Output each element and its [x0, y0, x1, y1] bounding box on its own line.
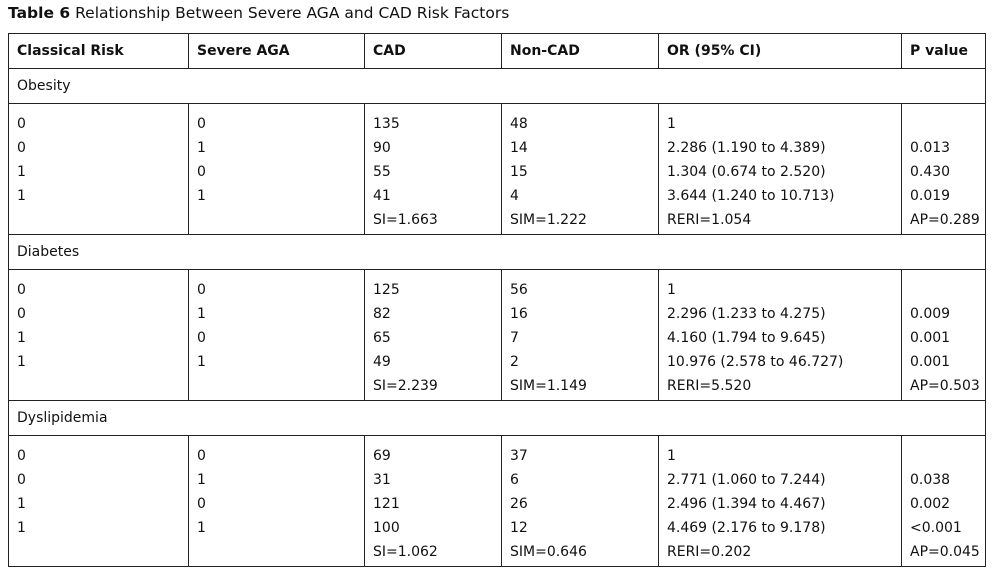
classical-risk-cell: 1 [9, 516, 189, 540]
header-cad: CAD [365, 34, 502, 69]
p-value-cell: 0.001 [902, 350, 986, 374]
header-p-value: P value [902, 34, 986, 69]
p-value-cell [902, 436, 986, 469]
table-row [9, 350, 986, 374]
section-row [9, 401, 986, 436]
non-cad-cell: 16 [502, 302, 659, 326]
non-cad-cell: 12 [502, 516, 659, 540]
table-title: Relationship Between Severe AGA and CAD Risk Factors [75, 4, 510, 22]
classical-risk-cell: 0 [9, 270, 189, 303]
cad-cell: 90 [365, 136, 502, 160]
table-caption [8, 4, 509, 22]
severe-aga-cell: 1 [189, 468, 365, 492]
p-value-cell: 0.430 [902, 160, 986, 184]
or-ci-cell: 10.976 (2.578 to 46.727) [659, 350, 902, 374]
classical-risk-cell: 0 [9, 302, 189, 326]
table-row [9, 374, 986, 401]
cad-cell: 41 [365, 184, 502, 208]
or-ci-cell: 2.286 (1.190 to 4.389) [659, 136, 902, 160]
header-non-cad: Non-CAD [502, 34, 659, 69]
severe-aga-cell: 0 [189, 436, 365, 469]
or-ci-cell: 3.644 (1.240 to 10.713) [659, 184, 902, 208]
severe-aga-cell: 0 [189, 326, 365, 350]
p-value-cell: 0.013 [902, 136, 986, 160]
table-row [9, 136, 986, 160]
classical-risk-cell: 0 [9, 104, 189, 137]
or-ci-cell: 4.160 (1.794 to 9.645) [659, 326, 902, 350]
non-cad-cell: 56 [502, 270, 659, 303]
classical-risk-cell: 1 [9, 350, 189, 374]
cad-cell: 31 [365, 468, 502, 492]
non-cad-cell: 6 [502, 468, 659, 492]
classical-risk-cell [9, 208, 189, 235]
table-row [9, 468, 986, 492]
cad-cell: 49 [365, 350, 502, 374]
classical-risk-cell: 1 [9, 184, 189, 208]
table-label: Table 6 [8, 4, 71, 22]
table-row [9, 270, 986, 303]
cad-cell: SI=1.062 [365, 540, 502, 567]
cad-cell: 69 [365, 436, 502, 469]
non-cad-cell: 2 [502, 350, 659, 374]
table-row [9, 160, 986, 184]
cad-cell: SI=2.239 [365, 374, 502, 401]
non-cad-cell: 48 [502, 104, 659, 137]
or-ci-cell: 1.304 (0.674 to 2.520) [659, 160, 902, 184]
severe-aga-cell: 1 [189, 184, 365, 208]
table-row [9, 492, 986, 516]
or-ci-cell: RERI=5.520 [659, 374, 902, 401]
non-cad-cell: 7 [502, 326, 659, 350]
table-row [9, 516, 986, 540]
non-cad-cell: 26 [502, 492, 659, 516]
severe-aga-cell: 0 [189, 270, 365, 303]
cad-cell: 55 [365, 160, 502, 184]
cad-cell: 135 [365, 104, 502, 137]
classical-risk-cell [9, 540, 189, 567]
or-ci-cell: 2.496 (1.394 to 4.467) [659, 492, 902, 516]
p-value-cell: <0.001 [902, 516, 986, 540]
non-cad-cell: SIM=0.646 [502, 540, 659, 567]
or-ci-cell: RERI=1.054 [659, 208, 902, 235]
p-value-cell: 0.019 [902, 184, 986, 208]
severe-aga-cell: 1 [189, 302, 365, 326]
cad-cell: 100 [365, 516, 502, 540]
p-value-cell: AP=0.045 [902, 540, 986, 567]
severe-aga-cell: 0 [189, 104, 365, 137]
p-value-cell: 0.009 [902, 302, 986, 326]
or-ci-cell: 4.469 (2.176 to 9.178) [659, 516, 902, 540]
p-value-cell [902, 104, 986, 137]
or-ci-cell: 1 [659, 436, 902, 469]
table-row [9, 436, 986, 469]
or-ci-cell: RERI=0.202 [659, 540, 902, 567]
table-row [9, 208, 986, 235]
p-value-cell: 0.038 [902, 468, 986, 492]
classical-risk-cell [9, 374, 189, 401]
p-value-cell: 0.001 [902, 326, 986, 350]
cad-cell: SI=1.663 [365, 208, 502, 235]
cad-cell: 125 [365, 270, 502, 303]
header-or-ci: OR (95% CI) [659, 34, 902, 69]
classical-risk-cell: 1 [9, 492, 189, 516]
non-cad-cell: 14 [502, 136, 659, 160]
classical-risk-cell: 1 [9, 160, 189, 184]
classical-risk-cell: 0 [9, 136, 189, 160]
table-row [9, 326, 986, 350]
section-label: Dyslipidemia [9, 401, 986, 436]
or-ci-cell: 2.771 (1.060 to 7.244) [659, 468, 902, 492]
classical-risk-cell: 0 [9, 468, 189, 492]
classical-risk-cell: 1 [9, 326, 189, 350]
or-ci-cell: 2.296 (1.233 to 4.275) [659, 302, 902, 326]
table-row [9, 184, 986, 208]
severe-aga-cell [189, 374, 365, 401]
header-classical-risk: Classical Risk [9, 34, 189, 69]
p-value-cell: AP=0.289 [902, 208, 986, 235]
table-row [9, 104, 986, 137]
severe-aga-cell [189, 208, 365, 235]
section-label: Diabetes [9, 235, 986, 270]
cad-cell: 65 [365, 326, 502, 350]
severe-aga-cell: 1 [189, 136, 365, 160]
p-value-cell: AP=0.503 [902, 374, 986, 401]
non-cad-cell: 15 [502, 160, 659, 184]
severe-aga-cell: 0 [189, 160, 365, 184]
non-cad-cell: SIM=1.149 [502, 374, 659, 401]
section-row [9, 69, 986, 104]
or-ci-cell: 1 [659, 104, 902, 137]
severe-aga-cell: 1 [189, 350, 365, 374]
cad-cell: 121 [365, 492, 502, 516]
section-label: Obesity [9, 69, 986, 104]
severe-aga-cell [189, 540, 365, 567]
or-ci-cell: 1 [659, 270, 902, 303]
non-cad-cell: 37 [502, 436, 659, 469]
table-row [9, 540, 986, 567]
table-body [9, 69, 986, 567]
severe-aga-cell: 0 [189, 492, 365, 516]
table-row [9, 302, 986, 326]
p-value-cell [902, 270, 986, 303]
non-cad-cell: 4 [502, 184, 659, 208]
cad-cell: 82 [365, 302, 502, 326]
p-value-cell: 0.002 [902, 492, 986, 516]
table-header-row [9, 34, 986, 69]
risk-factor-table [8, 33, 986, 567]
header-severe-aga: Severe AGA [189, 34, 365, 69]
non-cad-cell: SIM=1.222 [502, 208, 659, 235]
section-row [9, 235, 986, 270]
severe-aga-cell: 1 [189, 516, 365, 540]
classical-risk-cell: 0 [9, 436, 189, 469]
